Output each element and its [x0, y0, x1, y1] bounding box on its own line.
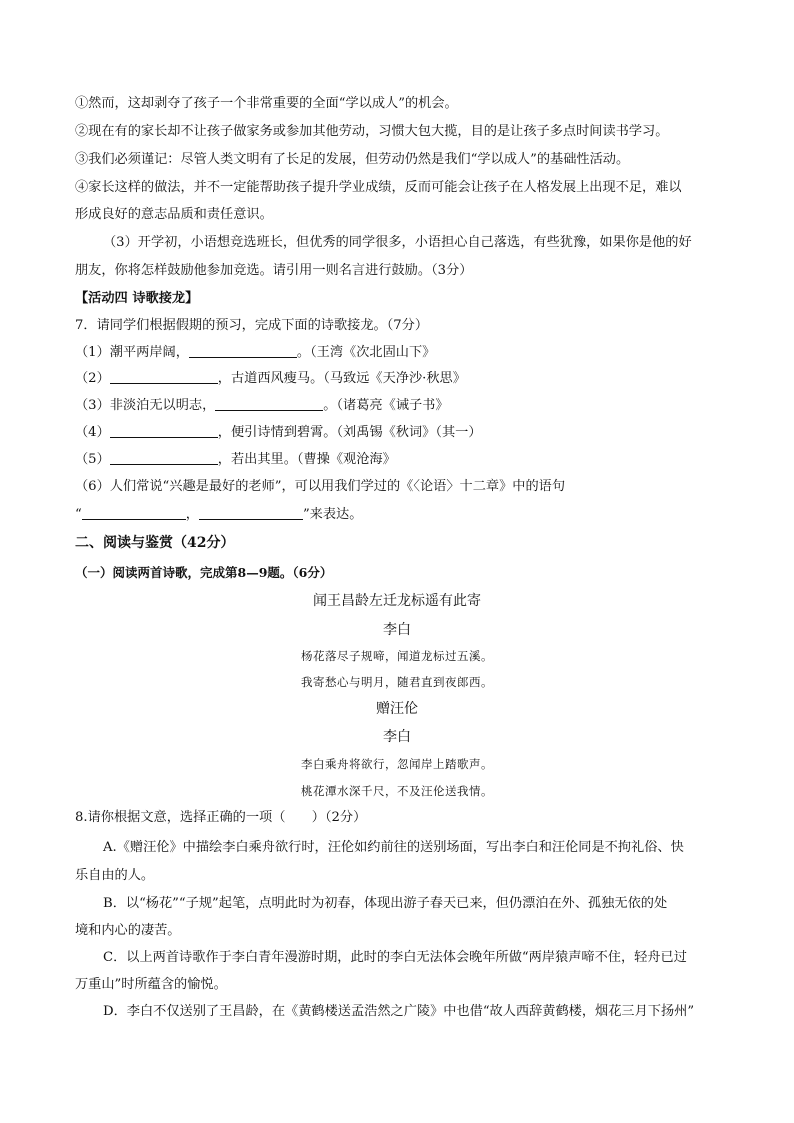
item-3-suffix: 。（诸葛亮《诫子书》 — [323, 398, 449, 413]
comma: ， — [185, 507, 199, 522]
answer-blank[interactable] — [110, 371, 218, 384]
option-b-line-1: B．以“杨花”“子规”起笔，点明此时为初春，体现出游子春天已来，但仍漂泊在外、孤独无依的处 — [103, 896, 668, 911]
item-2-suffix: ，古道西风瘦马。（马致远《天净沙·秋思》 — [217, 371, 466, 386]
answer-blank[interactable] — [82, 507, 186, 520]
option-a-line-2: 乐自由的人。 — [75, 868, 155, 883]
question-7-item-6-answer — [75, 507, 362, 523]
intro-item-2: ②现在有的家长却不让孩子做家务或参加其他劳动，习惯大包大揽，目的是让孩子多点时间读书学习。 — [75, 124, 669, 139]
poem-2-line-2: 桃花潭水深千尺，不及汪伦送我情。 — [301, 784, 493, 798]
poem-2-title: 赠汪伦 — [376, 701, 418, 717]
answer-blank[interactable] — [199, 507, 303, 520]
poem-2-line-1: 李白乘舟将欲行，忽闻岸上踏歌声。 — [301, 757, 493, 771]
answer-blank[interactable] — [110, 425, 218, 438]
intro-item-3: ③我们必须谨记：尽管人类文明有了长足的发展，但劳动仍然是我们“学以成人”的基础性活动。 — [75, 152, 630, 167]
option-c-line-1: C．以上两首诗歌作于李白青年漫游时期，此时的李白无法体会晚年所做“两岸猿声啼不住，轻舟已过 — [103, 950, 687, 965]
item-1-suffix: 。（王湾《次北固山下》 — [296, 345, 436, 360]
question-7-item-3 — [75, 398, 449, 414]
intro-item-4-cont: 形成良好的意志品质和责任意识。 — [75, 207, 273, 222]
answer-blank[interactable] — [189, 345, 297, 358]
option-b-line-2: 境和内心的凄苦。 — [75, 923, 181, 938]
intro-item-1: ①然而，这却剥夺了孩子一个非常重要的全面“学以成人”的机会。 — [75, 96, 458, 111]
question-3-line-2: 朋友，你将怎样鼓励他参加竞选。请引用一则名言进行鼓励。（3分） — [75, 263, 473, 278]
item-2-prefix: （2） — [75, 371, 110, 386]
item-4-prefix: （4） — [75, 425, 110, 440]
option-d-line-1: D．李白不仅送别了王昌龄，在《黄鹤楼送孟浩然之广陵》中也借“故人西辞黄鹤楼，烟花三月下扬州” — [103, 1004, 695, 1019]
poem-1-line-1: 杨花落尽子规啼，闻道龙标过五溪。 — [301, 649, 493, 663]
answer-blank[interactable] — [215, 398, 323, 411]
question-7-item-5 — [75, 452, 396, 468]
option-c-line-2: 万重山”时所蕴含的愉悦。 — [75, 977, 227, 992]
section-2-heading: 二、阅读与鉴赏（42分） — [75, 535, 235, 551]
poem-1-title: 闻王昌龄左迁龙标遥有此寄 — [313, 593, 481, 609]
item-5-prefix: （5） — [75, 452, 110, 467]
question-7-stem: 7．请同学们根据假期的预习，完成下面的诗歌接龙。（7分） — [75, 318, 429, 333]
item-1-prefix: （1）潮平两岸阔， — [75, 345, 189, 360]
close-quote: ”来表达。 — [302, 507, 363, 522]
question-8-stem: 8.请你根据文意，选择正确的一项（ ）（2分） — [75, 810, 367, 825]
item-5-suffix: ，若出其里。（曹操《观沧海》 — [217, 452, 396, 467]
option-a-line-1: A.《赠汪伦》中描绘李白乘舟欲行时，汪伦如约前往的送别场面，写出李白和汪伦同是不拘礼俗、快 — [103, 840, 684, 855]
open-quote: “ — [75, 507, 82, 522]
question-3-line-1: （3）开学初，小语想竞选班长，但优秀的同学很多，小语担心自己落选，有些犹豫，如果你是他的好 — [103, 235, 692, 250]
question-7-item-6: （6）人们常说“兴趣是最好的老师”，可以用我们学过的《〈论语〉十二章》中的语句 — [75, 479, 566, 494]
answer-blank[interactable] — [110, 452, 218, 465]
poem-2-author: 李白 — [383, 729, 411, 745]
poem-1-author: 李白 — [383, 622, 411, 638]
activity-4-heading: 【活动四 诗歌接龙】 — [75, 291, 199, 306]
question-7-item-4 — [75, 425, 482, 441]
item-4-suffix: ，便引诗情到碧霄。（刘禹锡《秋词》（其一） — [217, 425, 482, 440]
poem-1-line-2: 我寄愁心与明月，随君直到夜郎西。 — [301, 675, 493, 689]
question-7-item-2 — [75, 371, 466, 387]
item-3-prefix: （3）非淡泊无以明志， — [75, 398, 216, 413]
question-7-item-1 — [75, 345, 435, 361]
part-1-heading: （一）阅读两首诗歌，完成第8—9题。（6分） — [75, 565, 333, 580]
intro-item-4: ④家长这样的做法，并不一定能帮助孩子提升学业成绩，反而可能会让孩子在人格发展上出现不足，难以 — [75, 180, 682, 195]
